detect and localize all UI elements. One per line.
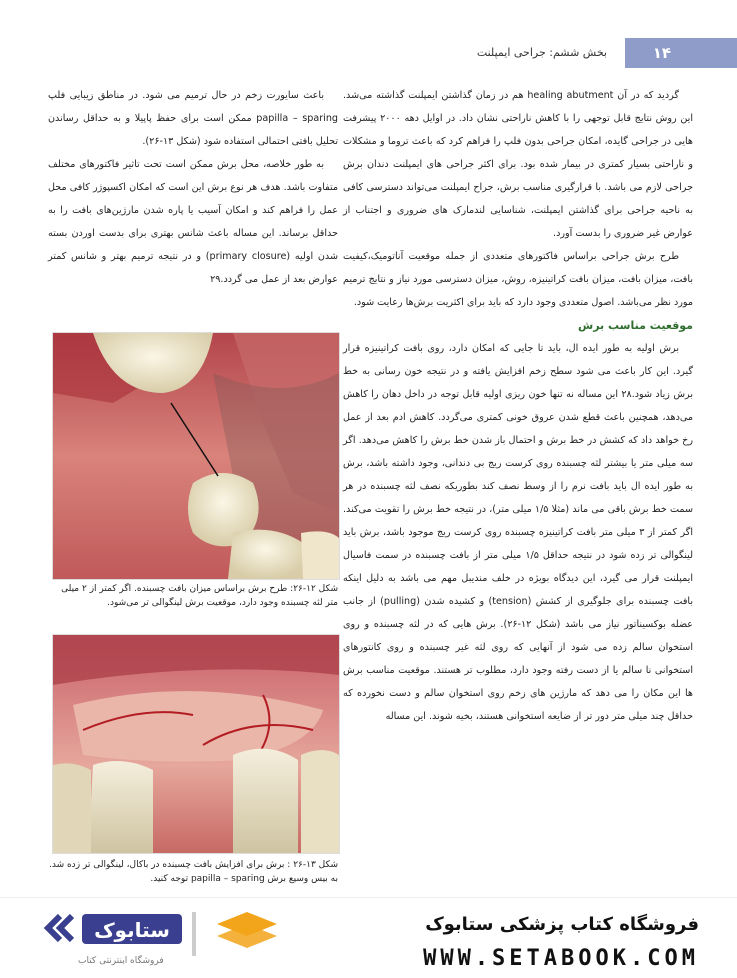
logo-subtitle: فروشگاه اینترنتی کتاب	[78, 956, 164, 966]
logo-wordmark: ستابوک	[94, 918, 170, 942]
footer-ad	[0, 897, 737, 978]
left-text-column	[48, 84, 338, 291]
page-number: ۱۴	[652, 44, 671, 62]
paragraph: باعث سایورت زخم در حال ترمیم می شود. در مناطق زیبایی فلپ papilla – sparing ممکن است برای حفظ پاپیلا و به حداقل رساندن تحلیل بافتی احتمالی استفاده شود (شکل ۱۳-۲۶).	[48, 90, 339, 147]
figure-caption-1: شکل ۱۲-۲۶: طرح برش براساس میزان بافت چسبنده. اگر کمتر از ۲ میلی متر لثه چسبنده وجود دارد، موقعیت برش لینگوالی تر می‌شود.	[61, 584, 338, 608]
page-number-box	[625, 38, 737, 68]
paragraph: طرح برش جراحی براساس فاکتورهای متعددی از جمله موقعیت آناتومیک،کیفیت بافت، میزان بافت، میزان بافت کراتینیزه، روش، میزان دسترسی مورد نیاز و نتایج ترمیم مورد نظر می‌باشد. اصول متعددی وجود دارد که باید برای اکثریت برش‌ها رعایت شود.	[343, 251, 693, 308]
right-text-column	[343, 84, 693, 728]
paragraph: گردید که در آن healing abutment هم در زمان گذاشتن ایمپلنت گذاشته می‌شد. این روش نتایج قابل توجهی را با کاهش ناراحتی نشان داد. در اوایل دهه ۲۰۰۰ پیشرفت هایی در جراحی گایده، امکان جراحی بدون فلپ را فراهم کرد که باعث تروما و مشکلات و ناراحتی بسیار کمتری در بیمار شده بود. برای اکثر جراحی های ایمپلنت دندان برش جراحی لازم می باشد. با قرارگیری مناسب برش، جراح ایمپلنت می‌تواند دسترسی کافی به ناحیه جراحی برای گذاشتن ایمپلنت، شناسایی لندمارک های ضروری و اجتناب از عوارض غیر ضروری را بدست آورد.	[343, 90, 693, 239]
logo-graphic	[42, 908, 302, 960]
store-url-link[interactable]: WWW.SETABOOK.COM	[423, 946, 699, 971]
clinical-photo-1	[53, 333, 339, 579]
clinical-photo-2	[53, 635, 339, 853]
figure-flap-photo	[52, 634, 340, 854]
page-header	[0, 38, 737, 68]
paragraph: برش اولیه به طور ایده ال، باید تا جایی که امکان دارد، روی بافت کراتینیزه قرار گیرد. این کار باعث می شود سطح زخم افزایش یافته و در نتیجه خون رسانی به خط برش زیاد شود.۲۸ این مساله نه تنها خون ریزی اولیه قابل توجه در داخل دهان را کاهش می‌دهد، همچنین باعث قطع شدن عروق خونی کمتری می‌گردد. کاهش ادم بعد از عمل رخ خواهد داد که کشش در خط برش و احتمال باز شدن خط برش را کاهش می‌دهد. اگر سه میلی متر یا بیشتر لثه چسبنده روی کرست ریج بی دندانی، وجود داشته باشد، برش به طور ایده ال باید بافت نرم را از وسط نصف کند بطوریکه نصف لثه چسبنده در هر سمت خط برش باقی می ماند (مثلا ۱/۵ میلی متر)، در نتیجه خط برش را تقویت می‌کند. اگر کمتر از ۳ میلی متر بافت کراتینیزه چسبنده روی کرست ریج موجود باشد، برش باید لینگوالی تر زده شود در نتیجه حداقل ۱/۵ میلی متر از بافت چسبنده در سمت فاسیال ایمپلنت قرار می گیرد، این دیدگاه بویژه در خلف مندیبل مهم می باشد به دلیل اینکه بافت چسبنده برای جلوگیری از کشش (tension) و کشیده شدن (pulling) از جانب عضله بوکسیناتور نیاز می باشد (شکل ۱۲-۲۶). برش هایی که در لثه چسبنده و روی استخوان سالم زده می شود از آنهایی که روی لثه غیر چسبنده و روی کانتورهای استخوانی نا سالم یا از دست رفته وجود دارد، مطلوب تر هستند. موقعیت مناسب برش ها این مکان را می دهد که مارژین های زخم روی استخوان سالم و دست نخورده که حداقل چند میلی متر دور تر از ضایعه استخوانی هستند، بخیه شوند. این مساله	[343, 343, 694, 722]
chapter-title: بخش ششم: جراحی ایمپلنت	[476, 46, 607, 59]
figure-incision-photo	[52, 332, 340, 580]
figure-caption-2: شکل ۱۳-۲۶ : برش برای افزایش بافت چسبنده در باکال، لینگوالی تر زده شد. به بیس وسیع برش papilla – sparing توجه کنید.	[48, 860, 338, 884]
paragraph: به طور خلاصه، محل برش ممکن است تحت تاثیر فاکتورهای مختلف متفاوت باشد. هدف هر نوع برش این است که امکان اکسپوژر کافی محل عمل را فراهم کند و امکان آسیب یا پاره شدن مارژین‌های بافت را به حداقل برساند. این مساله باعث شانس بهتری برای بدست اوردن بسته شدن اولیه (primary closure) و در نتیجه ترمیم بهتر و شانس کمتر عوارض بعد از عمل می گردد.۲۹	[48, 159, 338, 285]
section-heading: موقعیت مناسب برش	[578, 319, 693, 332]
store-title: فروشگاه کتاب پزشکی ستابوک	[425, 914, 699, 935]
